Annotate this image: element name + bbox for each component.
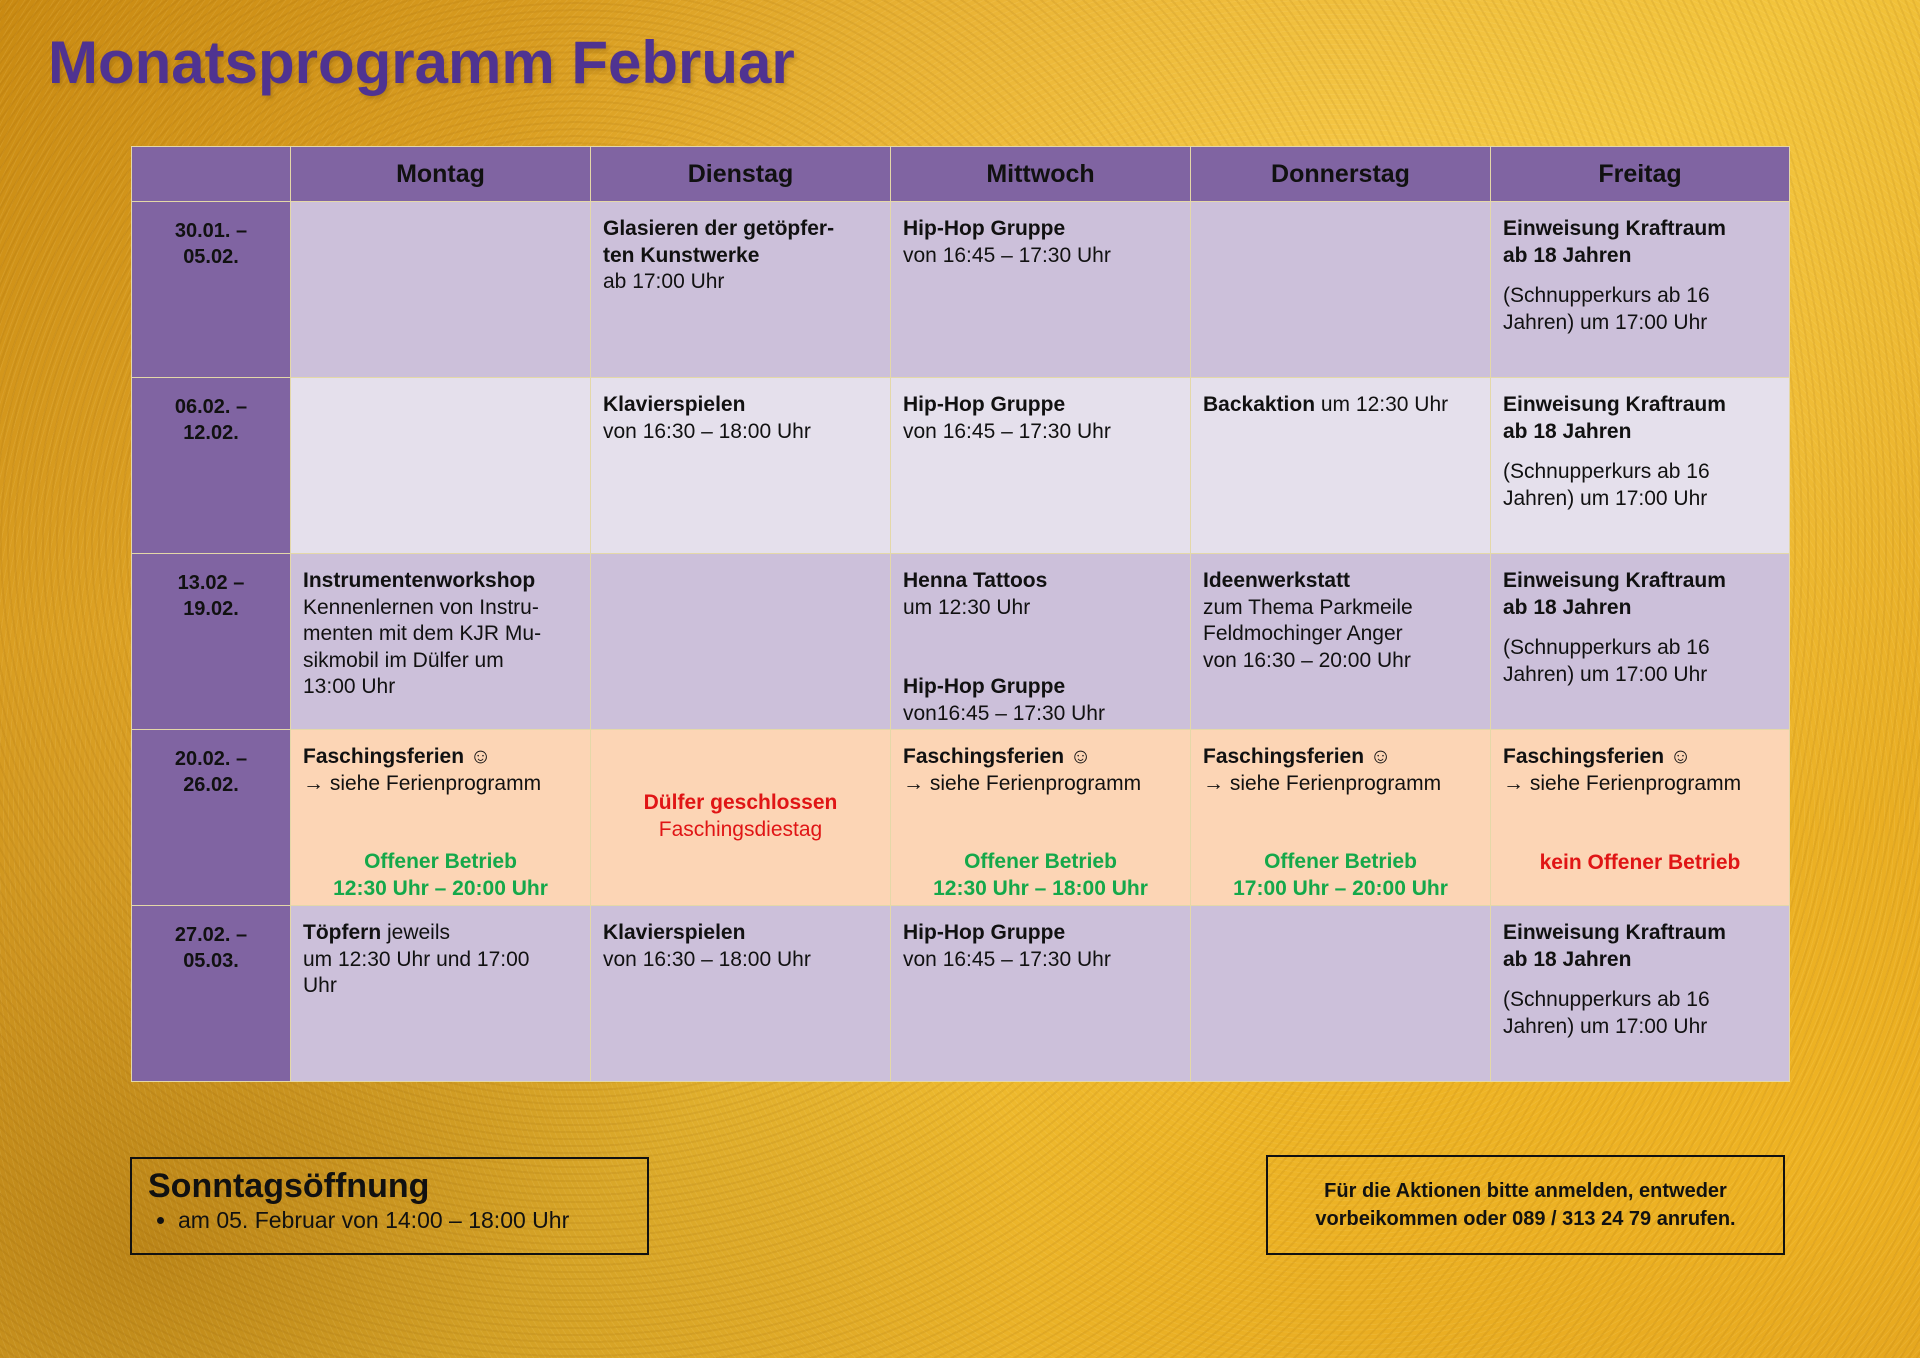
event-title: Hip-Hop Gruppe	[903, 921, 1066, 944]
week-dates: 30.01. – 05.02.	[174, 220, 248, 268]
open-status: Offener Betrieb 12:30 Uhr – 18:00 Uhr	[933, 850, 1148, 900]
holiday-title: Faschingsferien ☺	[1203, 745, 1392, 768]
event-title: Einweisung Kraftraum ab 18 Jahren	[1503, 217, 1726, 267]
header-corner	[132, 147, 291, 202]
week-label	[132, 906, 291, 1082]
cell-thursday	[1191, 378, 1491, 554]
header-monday: Montag	[291, 147, 591, 202]
cell-monday	[291, 730, 591, 906]
week-row	[132, 906, 1790, 1082]
event-time: von 16:30 – 18:00 Uhr	[603, 419, 811, 443]
week-label	[132, 202, 291, 378]
event-title: Einweisung Kraftraum ab 18 Jahren	[1503, 569, 1726, 619]
closed-status: kein Offener Betrieb	[1539, 850, 1741, 874]
holiday-link: → siehe Ferienprogramm	[303, 771, 542, 795]
week-row-holidays	[132, 730, 1790, 906]
week-dates: 13.02 – 19.02.	[177, 572, 245, 620]
cell-thursday	[1191, 554, 1491, 730]
event-details: jeweils um 12:30 Uhr und 17:00 Uhr	[303, 921, 530, 997]
event-details: (Schnupperkurs ab 16 Jahren) um 17:00 Uhr	[1503, 988, 1710, 1038]
header-thursday: Donnerstag	[1191, 147, 1491, 202]
cell-thursday	[1191, 202, 1491, 378]
week-dates: 20.02. – 26.02.	[174, 748, 248, 796]
closed-notice: Dülfer geschlossen	[643, 791, 838, 814]
event-details: (Schnupperkurs ab 16 Jahren) um 17:00 Uhr	[1503, 284, 1710, 334]
week-label	[132, 730, 291, 906]
registration-note-box	[1266, 1155, 1785, 1255]
event-title: Glasieren der getöpfer- ten Kunstwerke	[603, 217, 835, 267]
week-row	[132, 378, 1790, 554]
sunday-opening-box	[130, 1157, 649, 1255]
week-dates: 27.02. – 05.03.	[174, 924, 248, 972]
cell-tuesday	[591, 730, 891, 906]
week-row	[132, 202, 1790, 378]
event-title: Klavierspielen	[603, 921, 746, 944]
cell-monday	[291, 906, 591, 1082]
event-title: Instrumentenworkshop	[303, 569, 536, 592]
holiday-title: Faschingsferien ☺	[1503, 745, 1692, 768]
cell-friday	[1491, 906, 1790, 1082]
cell-wednesday	[891, 730, 1191, 906]
registration-note: Für die Aktionen bitte anmelden, entweder vorbeikommen oder 089 / 313 24 79 anrufen.	[1315, 1180, 1736, 1230]
event-title: Henna Tattoos	[903, 569, 1048, 592]
cell-wednesday	[891, 906, 1191, 1082]
event-details: Kennenlernen von Instru- menten mit dem KJR Mu- sikmobil im Dülfer um 13:00 Uhr	[303, 595, 542, 698]
header-friday: Freitag	[1491, 147, 1790, 202]
holiday-title: Faschingsferien ☺	[903, 745, 1092, 768]
cell-tuesday	[591, 554, 891, 730]
event-time: von 16:45 – 17:30 Uhr	[903, 243, 1111, 267]
event-title-2: Hip-Hop Gruppe	[903, 675, 1066, 698]
sunday-opening-title: Sonntagsöffnung	[148, 1167, 430, 1205]
cell-thursday	[1191, 730, 1491, 906]
cell-tuesday	[591, 378, 891, 554]
holiday-link: → siehe Ferienprogramm	[1203, 771, 1442, 795]
sunday-opening-list	[148, 1207, 631, 1234]
cell-monday	[291, 554, 591, 730]
cell-monday	[291, 378, 591, 554]
event-time-2: von16:45 – 17:30 Uhr	[903, 701, 1105, 725]
holiday-link: → siehe Ferienprogramm	[1503, 771, 1742, 795]
week-row	[132, 554, 1790, 730]
cell-wednesday	[891, 202, 1191, 378]
event-details: (Schnupperkurs ab 16 Jahren) um 17:00 Uhr	[1503, 636, 1710, 686]
holiday-link: → siehe Ferienprogramm	[903, 771, 1142, 795]
event-title: Töpfern	[303, 921, 382, 944]
header-tuesday: Dienstag	[591, 147, 891, 202]
week-label	[132, 378, 291, 554]
cell-friday	[1491, 378, 1790, 554]
cell-wednesday	[891, 378, 1191, 554]
event-title: Hip-Hop Gruppe	[903, 217, 1066, 240]
page-title: Monatsprogramm Februar	[48, 29, 795, 96]
event-time: um 12:30 Uhr	[1315, 393, 1449, 416]
event-title: Backaktion	[1203, 393, 1316, 416]
cell-friday	[1491, 730, 1790, 906]
cell-thursday	[1191, 906, 1491, 1082]
open-status: Offener Betrieb 17:00 Uhr – 20:00 Uhr	[1233, 850, 1448, 900]
cell-wednesday	[891, 554, 1191, 730]
event-title: Hip-Hop Gruppe	[903, 393, 1066, 416]
cell-tuesday	[591, 906, 891, 1082]
cell-monday	[291, 202, 591, 378]
event-time: ab 17:00 Uhr	[603, 270, 725, 293]
event-time: von 16:45 – 17:30 Uhr	[903, 419, 1111, 443]
cell-friday	[1491, 202, 1790, 378]
cell-friday	[1491, 554, 1790, 730]
event-details: (Schnupperkurs ab 16 Jahren) um 17:00 Uhr	[1503, 460, 1710, 510]
open-status: Offener Betrieb 12:30 Uhr – 20:00 Uhr	[333, 850, 548, 900]
event-time: von 16:45 – 17:30 Uhr	[903, 947, 1111, 971]
sunday-opening-item: • am 05. Februar von 14:00 – 18:00 Uhr	[178, 1207, 631, 1234]
spacer	[903, 621, 1178, 674]
event-title: Einweisung Kraftraum ab 18 Jahren	[1503, 921, 1726, 971]
holiday-title: Faschingsferien ☺	[303, 745, 492, 768]
closed-reason: Faschingsdiestag	[658, 817, 823, 841]
event-time: von 16:30 – 18:00 Uhr	[603, 947, 811, 971]
week-label	[132, 554, 291, 730]
week-dates: 06.02. – 12.02.	[174, 396, 248, 444]
event-title: Klavierspielen	[603, 393, 746, 416]
event-title: Ideenwerkstatt	[1203, 569, 1351, 592]
header-wednesday: Mittwoch	[891, 147, 1191, 202]
schedule-table	[131, 146, 1790, 1082]
cell-tuesday	[591, 202, 891, 378]
event-details: zum Thema Parkmeile Feldmochinger Anger von 16:30 – 20:00 Uhr	[1203, 595, 1413, 672]
header-row	[132, 147, 1790, 202]
event-title: Einweisung Kraftraum ab 18 Jahren	[1503, 393, 1726, 443]
event-time: um 12:30 Uhr	[903, 595, 1031, 619]
